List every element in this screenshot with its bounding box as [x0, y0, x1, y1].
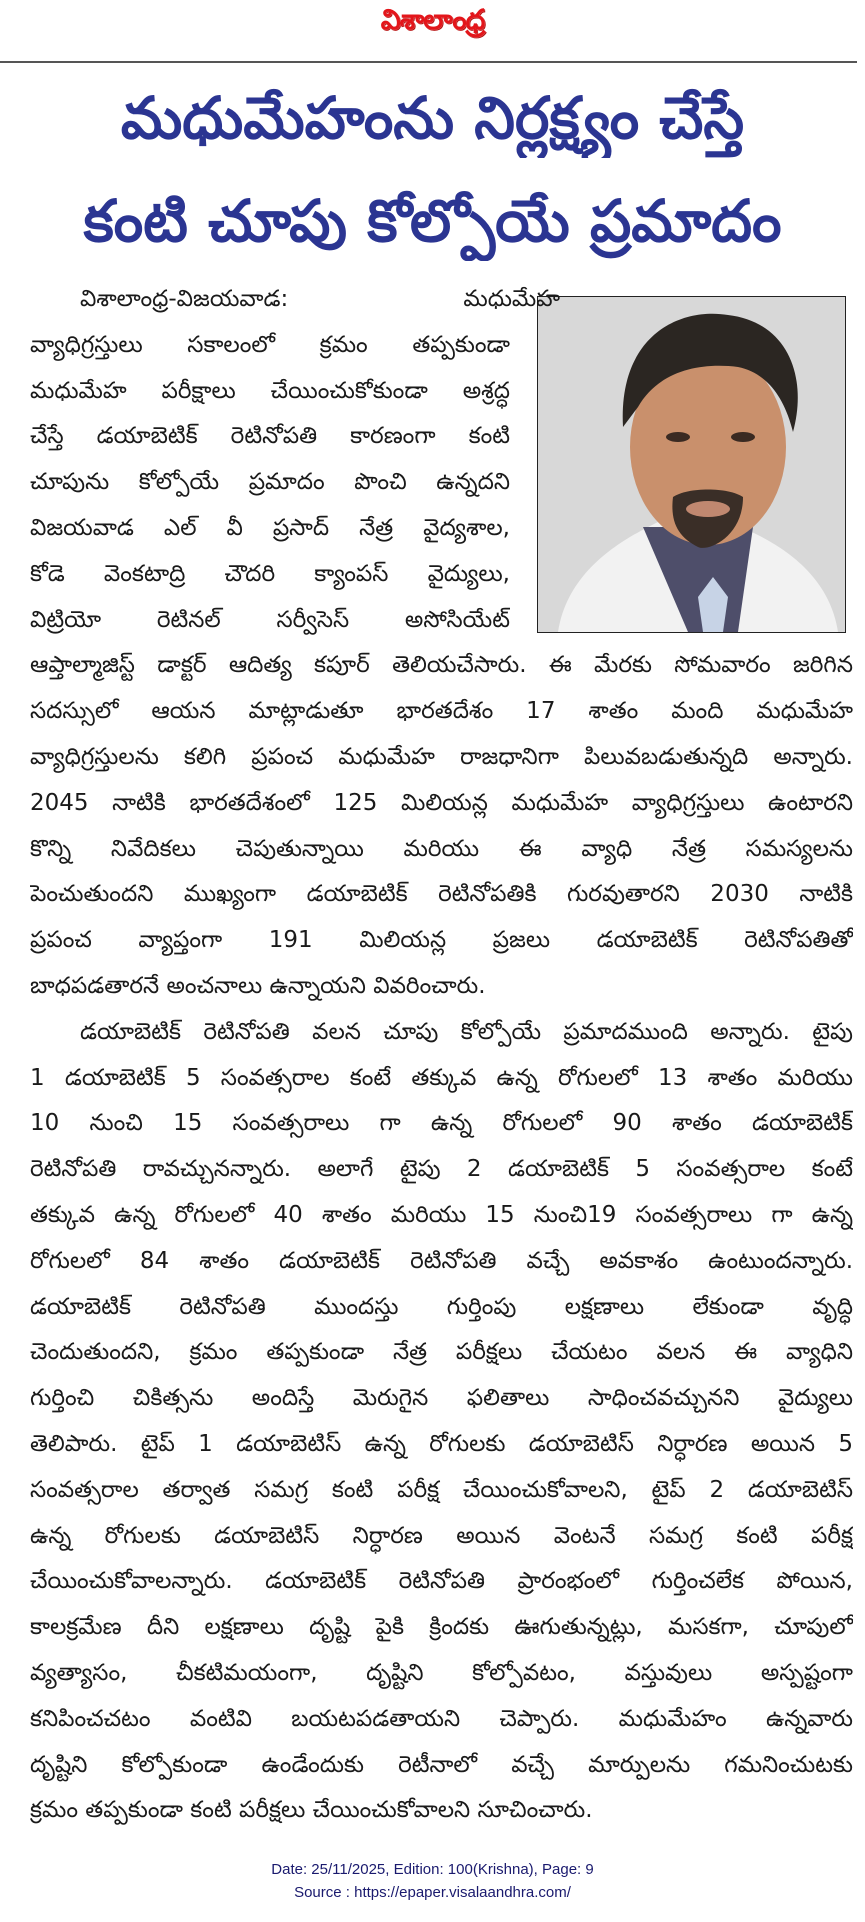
article-line: ఉన్న రోగులకు డయాబెటిస్ నిర్ధారణ అయిన వెంటనే సమగ్ర కంటి పరీక్ష — [30, 1522, 853, 1549]
article-line: 1 డయాబెటిక్ 5 సంవత్సరాల కంటే తక్కువ ఉన్న రోగులలో 13 శాతం మరియు — [30, 1064, 853, 1091]
article-line: సదస్సులో ఆయన మాట్లాడుతూ భారతదేశం 17 శాతం మంది మధుమేహ — [30, 698, 853, 725]
article-line: వ్యాధిగ్రస్తులను కలిగి ప్రపంచ మధుమేహ రాజధానిగా పిలువబడుతున్నది అన్నారు. — [30, 743, 853, 770]
article-line: 10 నుంచి 15 సంవత్సరాలు గా ఉన్న రోగులలో 90 శాతం డయాబెటిక్ — [30, 1110, 853, 1137]
article-line: క్రమం తప్పకుండా కంటి పరీక్షలు చేయించుకోవాలని సూచించారు. — [30, 1797, 593, 1824]
article-line: 2045 నాటికి భారతదేశంలో 125 మిలియన్ల మధుమేహ వ్యాధిగ్రస్తులు ఉంటారని — [30, 789, 853, 816]
article-line: ఆప్తాల్మాజిస్ట్ డాక్టర్ ఆదిత్య కపూర్ తెలియచేసారు. ఈ మేరకు సోమవారం జరిగిన — [30, 652, 853, 679]
article-line: తెలిపారు. టైప్ 1 డయాబెటిస్ ఉన్న రోగులకు డయాబెటిస్ నిర్ధారణ అయిన 5 — [30, 1430, 853, 1457]
article-line: చూపును కోల్పోయే ప్రమాదం పొంచి ఉన్నదని — [30, 469, 510, 496]
headline-line-2: కంటి చూపు కోల్పోయే ప్రమాదం — [83, 187, 782, 255]
article-line: గుర్తించి చికిత్సను అందిస్తే మెరుగైన ఫలితాలు సాధించవచ్చునని వైద్యులు — [30, 1385, 853, 1412]
article-line: వ్యాధిగ్రస్తులు సకాలంలో క్రమం తప్పకుండా — [30, 331, 510, 358]
footer-source-link[interactable]: Source : https://epaper.visalaandhra.com/ — [294, 1884, 571, 1901]
article-line: సంవత్సరాల తర్వాత సమగ్ర కంటి పరీక్ష చేయించుకోవాలని, టైప్ 2 డయాబెటిస్ — [30, 1476, 853, 1503]
article-line: డయాబెటిక్ రెటినోపతి వలన చూపు కోల్పోయే ప్రమాదముంది అన్నారు. టైపు — [80, 1018, 853, 1045]
article-line: చేయించుకోవాలన్నారు. డయాబెటిక్ రెటినోపతి ప్రారంభంలో గుర్తించలేక పోయిన, — [30, 1568, 853, 1595]
masthead-divider — [0, 61, 857, 63]
article-line: డయాబెటిక్ రెటినోపతి ముందస్తు గుర్తింపు లక్షణాలు లేకుండా వృద్ధి — [30, 1293, 853, 1320]
article-line: విట్రియో రెటినల్ సర్వీసెస్ అసోసియేట్ — [30, 606, 510, 633]
article-line: చెందుతుందని, క్రమం తప్పకుండా నేత్ర పరీక్షలు చేయటం వలన ఈ వ్యాధిని — [30, 1339, 853, 1366]
article-line: కాలక్రమేణ దీని లక్షణాలు దృష్టి పైకి క్రిందకు ఊగుతున్నట్లు, మసకగా, చూపులో — [30, 1614, 853, 1641]
article-line: మధుమేహ పరీక్షాలు చేయించుకోకుండా అశ్రద్ధ — [30, 377, 510, 404]
article-line: పెంచుతుందని ముఖ్యంగా డయాబెటిక్ రెటినోపతికి గురవుతారని 2030 నాటికి — [30, 881, 853, 908]
article-line: కనిపించచటం వంటివి బయటపడతాయని చెప్పారు. మధుమేహం ఉన్నవారు — [30, 1705, 853, 1732]
article-line: తక్కువ ఉన్న రోగులలో 40 శాతం మరియు 15 నుంచి19 సంవత్సరాలు గా ఉన్న — [30, 1201, 853, 1228]
article-line: బాధపడతారనే అంచనాలు ఉన్నాయని వివరించారు. — [30, 972, 486, 999]
article-line: విశాలాంధ్ర-విజయవాడ: మధుమేహ — [80, 286, 560, 312]
article-line: కొన్ని నివేదికలు చెపుతున్నాయి మరియు ఈ వ్యాధి నేత్ర సమస్యలను — [30, 835, 853, 862]
article-line: ప్రపంచ వ్యాప్తంగా 191 మిలియన్ల ప్రజలు డయాబెటిక్ రెటినోపతితో — [30, 927, 853, 954]
footer-date-edition: Date: 25/11/2025, Edition: 100(Krishna), Page: 9 — [271, 1861, 594, 1878]
article-body — [30, 277, 853, 1834]
article-line: రోగులలో 84 శాతం డయాబెటిక్ రెటినోపతి వచ్చే అవకాశం ఉంటుందన్నారు. — [30, 1247, 853, 1274]
article-line: దృష్టిని కోల్పోకుండా ఉండేందుకు రెటీనాలో వచ్చే మార్పులను గమనించుటకు — [30, 1751, 853, 1778]
article-line: కోడె వెంకటాద్రి చౌదరి క్యాంపస్ వైద్యులు, — [30, 560, 510, 587]
article-line: విజయవాడ ఎల్ వీ ప్రసాద్ నేత్ర వైద్యశాల, — [30, 514, 510, 541]
article-line: వ్యత్యాసం, చీకటిమయంగా, దృష్టిని కోల్పోవటం, వస్తువులు అస్పష్టంగా — [30, 1659, 853, 1686]
article-line: రెటినోపతి రావచ్చునన్నారు. అలాగే టైపు 2 డయాబెటిక్ 5 సంవత్సరాల కంటే — [30, 1156, 853, 1183]
headline-line-1: మధుమేహంను నిర్లక్ష్యం చేస్తే — [120, 84, 745, 152]
masthead-logo: విశాలాంధ్ర — [380, 3, 485, 36]
article-line: చేస్తే డయాబెటిక్ రెటినోపతి కారణంగా కంటి — [30, 423, 510, 450]
